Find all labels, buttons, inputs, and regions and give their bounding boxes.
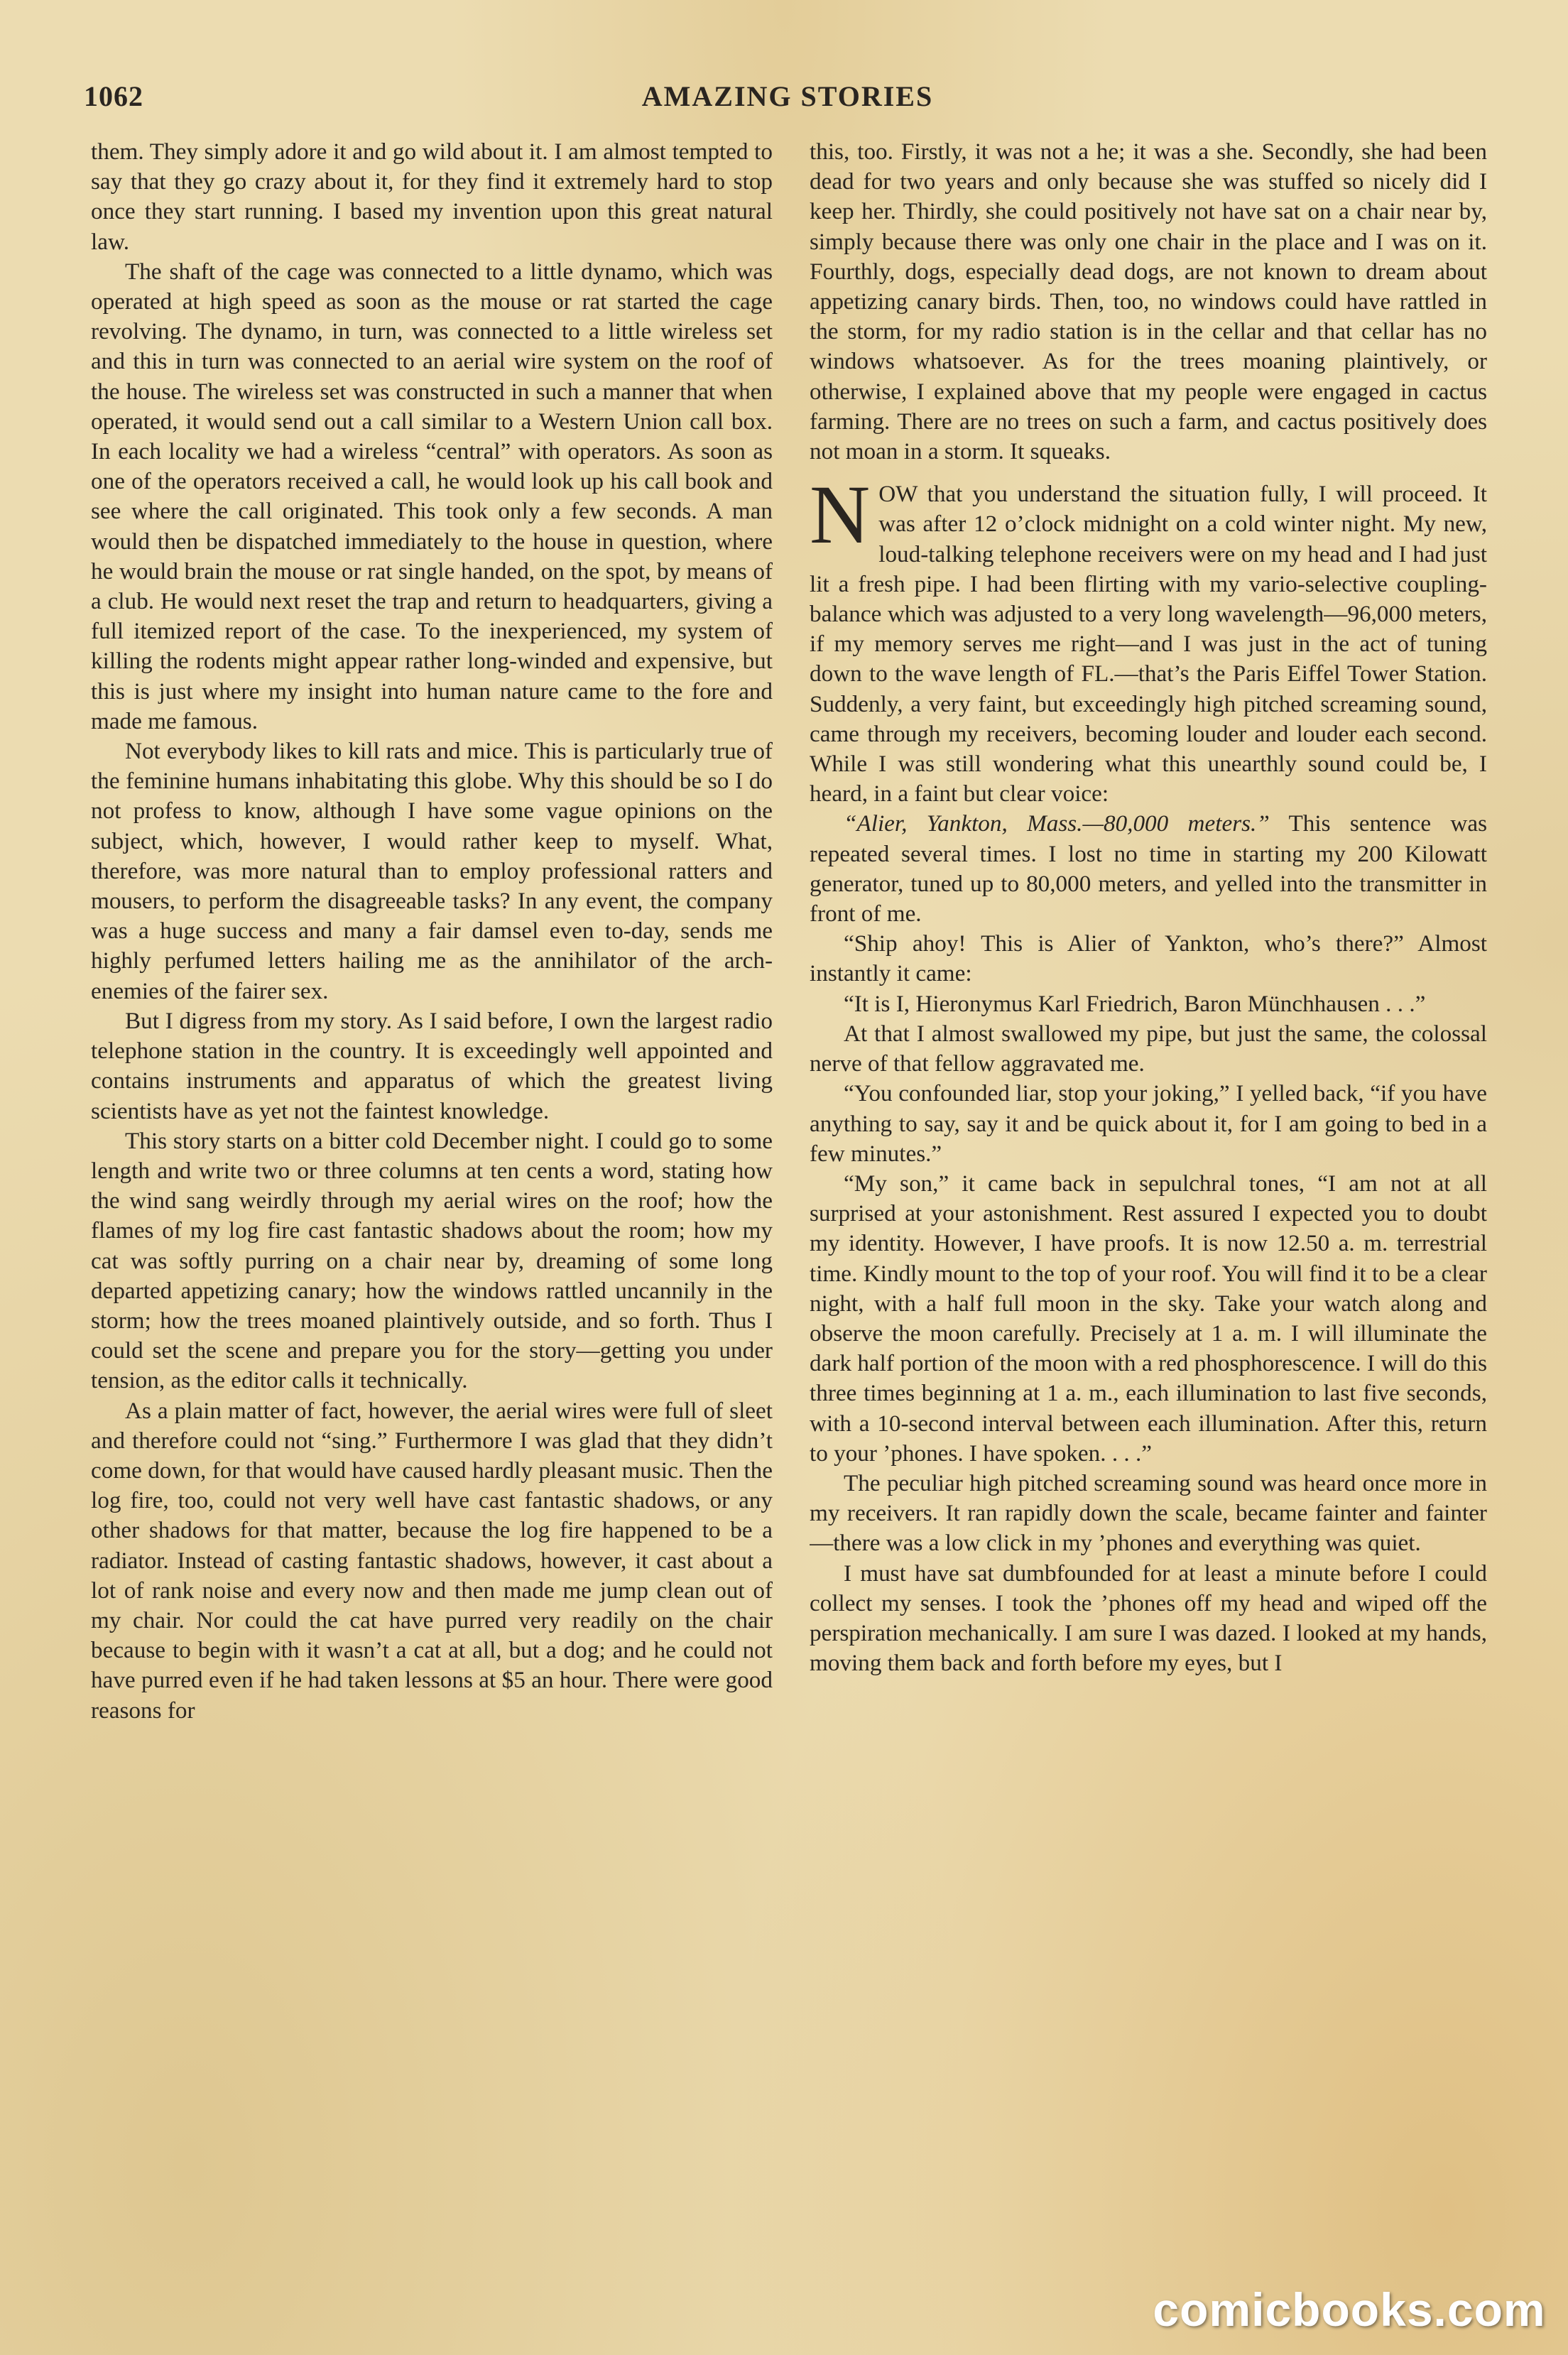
paragraph: Not everybody likes to kill rats and mice. This is particularly true of the feminine humans inhabitating this globe. Why this should be so I do not profess to know, although I have some vague opinions on the subject, which, however, I would rather keep to myself. What, therefore, was more natural than to employ professional ratters and mousers, to perform the disagreeable tasks? In any event, the company was a huge success and many a fair damsel even to-day, sends me highly perfumed letters hailing me as the annihilator of the arch-enemies of the fairer sex. (91, 738, 773, 1004)
drop-cap: N (810, 468, 871, 562)
paragraph: them. They simply adore it and go wild about it. I am almost tempted to say that they go crazy about it, for they find it extremely hard to stop once they start running. I based my invention upon this great natural law. (91, 138, 773, 255)
paragraph: The peculiar high pitched screaming sound was heard once more in my receivers. It ran rapidly down the scale, became fainter and fainter—there was a low click in my ’phones and everything was quiet. (810, 1469, 1487, 1557)
paragraph: As a plain matter of fact, however, the aerial wires were full of sleet and therefore could not “sing.” Furthermore I was glad that they didn’t come down, for that would have caused hardly pleasant music. Then the log fire, too, could not very well have cast fantastic shadows, or any other shadows for that matter, because the log fire happened to be a radiator. Instead of casting fantastic shadows, however, it cast about a lot of rank noise and every now and then made me jump clean out of my chair. Nor could the cat have purred very readily on the chair because to begin with it wasn’t a cat at all, but a dog; and he could not have purred even if he had taken lessons at $5 an hour. There were good reasons for (91, 1397, 773, 1724)
left-column (91, 137, 773, 2253)
paragraph: this, too. Firstly, it was not a he; it was a she. Secondly, she had been dead for two years and only because she was stuffed so nicely did I keep her. Thirdly, she could positively not have sat on a chair near by, simply because there was only one chair in the place and I was on it. Fourthly, dogs, especially dead dogs, are not known to dream about appetizing canary birds. Then, too, no windows could have rattled in the storm, for my radio station is in the cellar and that cellar has no windows whatsoever. As for the trees moaning plaintively, or otherwise, I explained above that my people were engaged in cactus farming. There are no trees on such a farm, and cactus positively does not moan in a storm. It squeaks. (810, 138, 1487, 465)
paragraph: But I digress from my story. As I said before, I own the largest radio telephone station in the country. It is exceedingly well appointed and contains instruments and apparatus of which the greatest living scientists have as yet not the faintest knowledge. (91, 1007, 773, 1124)
paragraph: “Ship ahoy! This is Alier of Yankton, who’s there?” Almost instantly it came: (810, 930, 1487, 987)
watermark-logo: comicbooks.com (1153, 2283, 1546, 2336)
magazine-title: AMAZING STORIES (641, 80, 934, 112)
paragraph: I must have sat dumbfounded for at least a minute before I could collect my senses. I took the ’phones off my head and wiped off the perspiration mechanically. I am sure I was dazed. I looked at my hands, moving them back and forth before my eyes, but I (810, 1560, 1487, 1677)
paragraph: “My son,” it came back in sepulchral tones, “I am not at all surprised at your astonishment. Rest assured I expected you to doubt my identity. However, I have proofs. It is now 12.50 a. m. terrestrial time. Kindly mount to the top of your roof. You will find it to be a clear night, with a half full moon in the sky. Take your watch along and observe the moon carefully. Precisely at 1 a. m. I will illuminate the dark half portion of the moon with a red phosphorescence. I will do this three times beginning at 1 a. m., each illumination to last five seconds, with a 10-second interval between each illumination. After this, return to your ’phones. I have spoken. . . .” (810, 1170, 1487, 1467)
paragraph: “It is I, Hieronymus Karl Friedrich, Baron Münchhausen . . .” (844, 990, 1426, 1017)
paragraph: “You confounded liar, stop your joking,” I yelled back, “if you have anything to say, say it and be quick about it, for I am going to bed in a few minutes.” (810, 1080, 1487, 1167)
italic-quote: “Alier, Yankton, Mass.—80,000 meters.” (844, 810, 1270, 837)
paragraph: This story starts on a bitter cold December night. I could go to some length and write two or three columns at ten cents a word, stating how the wind sang weirdly through my aerial wires on the roof; how the flames of my log fire cast fantastic shadows about the room; how my cat was softly purring on a chair near by, dreaming of some long departed appetizing canary; how the windows rattled uncannily in the storm; how the trees moaned plaintively outside, and so forth. Thus I could set the scene and prepare you for the story—getting you under tension, as the editor calls it technically. (91, 1127, 773, 1394)
paragraph: The shaft of the cage was connected to a little dynamo, which was operated at high speed as soon as the mouse or rat started the cage revolving. The dynamo, in turn, was connected to a little wireless set and this in turn was connected to an aerial wire system on the roof of the house. The wireless set was constructed in such a manner that when operated, it would send out a call similar to a Western Union call box. In each locality we had a wireless “central” with operators. As soon as one of the operators received a call, he would look up his call book and see where the call originated. This took only a few seconds. A man would then be dispatched immediately to the house in question, where he would brain the mouse or rat single handed, on the spot, by means of a club. He would next reset the trap and return to headquarters, giving a full itemized report of the case. To the inexperienced, my system of killing the rodents might appear rather long-winded and expensive, but this is just where my insight into human nature came to the fore and made me famous. (91, 258, 773, 734)
paragraph: At that I almost swallowed my pipe, but just the same, the colossal nerve of that fellow aggravated me. (810, 1020, 1487, 1077)
paragraph-text: This sentence was repeated several times. I lost no time in starting my 200 Kilowatt generator, tuned up to 80,000 meters, and yelled into the transmitter in front of me. (810, 810, 1487, 928)
page-header (84, 80, 1491, 122)
page-number: 1062 (84, 80, 143, 112)
paragraph-text: OW that you understand the situation fully, I will proceed. It was after 12 o’clock midnight on a cold winter night. My new, loud-talking telephone receivers were on my head and I had just lit a fresh pipe. I had been flirting with my vario-selective coupling-balance which was adjusted to a very long wavelength—96,000 meters, if my memory serves me right—and I was just in the act of tuning down to the wave length of FL.—that’s the Paris Eiffel Tower Station. Suddenly, a very faint, but exceedingly high pitched screaming sound, came through my receivers, becoming louder and louder each second. While I was still wondering what this unearthly sound could be, I heard, in a faint but clear voice: (810, 481, 1487, 807)
paragraph-with-drop-cap (810, 468, 1487, 809)
paragraph (810, 809, 1487, 929)
right-column (810, 137, 1487, 2253)
